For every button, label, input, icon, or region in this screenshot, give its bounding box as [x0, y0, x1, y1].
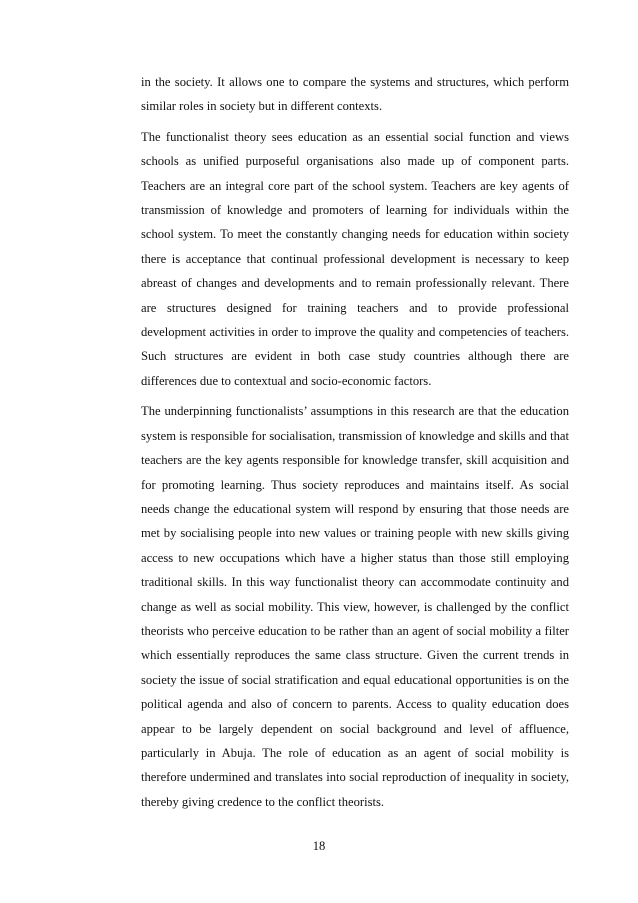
paragraph-continuation: in the society. It allows one to compare the systems and structures, which perform similar roles in society but in different contexts. — [141, 75, 569, 114]
paragraph-underpinning-assumptions: The underpinning functionalists’ assumptions in this research are that the education system is responsible for socialisation, transmission of knowledge and skills and that teachers are the key agents responsible for knowledge transfer, skill acquisition and for promoting learning. Thus society reproduces and maintains itself. As social needs change the educational system will respond by ensuring that those needs are met by socialising people into new values or training people with new skills giving access to new occupations which have a higher status than those still employing traditional skills. In this way functionalist theory can accommodate continuity and change as well as social mobility. This view, however, is challenged by the conflict theorists who perceive education to be rather than an agent of social mobility a filter which essentially reproduces the same class structure. Given the current trends in society the issue of social stratification and equal educational opportunities is on the political agenda and also of concern to parents. Access to quality education does appear to be largely dependent on social background and level of affluence, particularly in Abuja. The role of education as an agent of social mobility is therefore undermined and translates into social reproduction of inequality in society, thereby giving credence to the conflict theorists. — [141, 404, 569, 809]
page-number: 18 — [312, 839, 326, 853]
body-text — [141, 70, 569, 814]
paragraph-functionalist-theory: The functionalist theory sees education as an essential social function and views schools as unified purposeful organisations also made up of component parts. Teachers are an integral core part of the school system. Teachers are key agents of transmission of knowledge and promoters of learning for individuals within the school system. To meet the constantly changing needs for education within society there is acceptance that continual professional development is necessary to keep abreast of changes and developments and to remain professionally relevant. There are structures designed for training teachers and to provide professional development activities in order to improve the quality and competencies of teachers. Such structures are evident in both case study countries although there are differences due to contextual and socio-economic factors. — [141, 129, 569, 388]
